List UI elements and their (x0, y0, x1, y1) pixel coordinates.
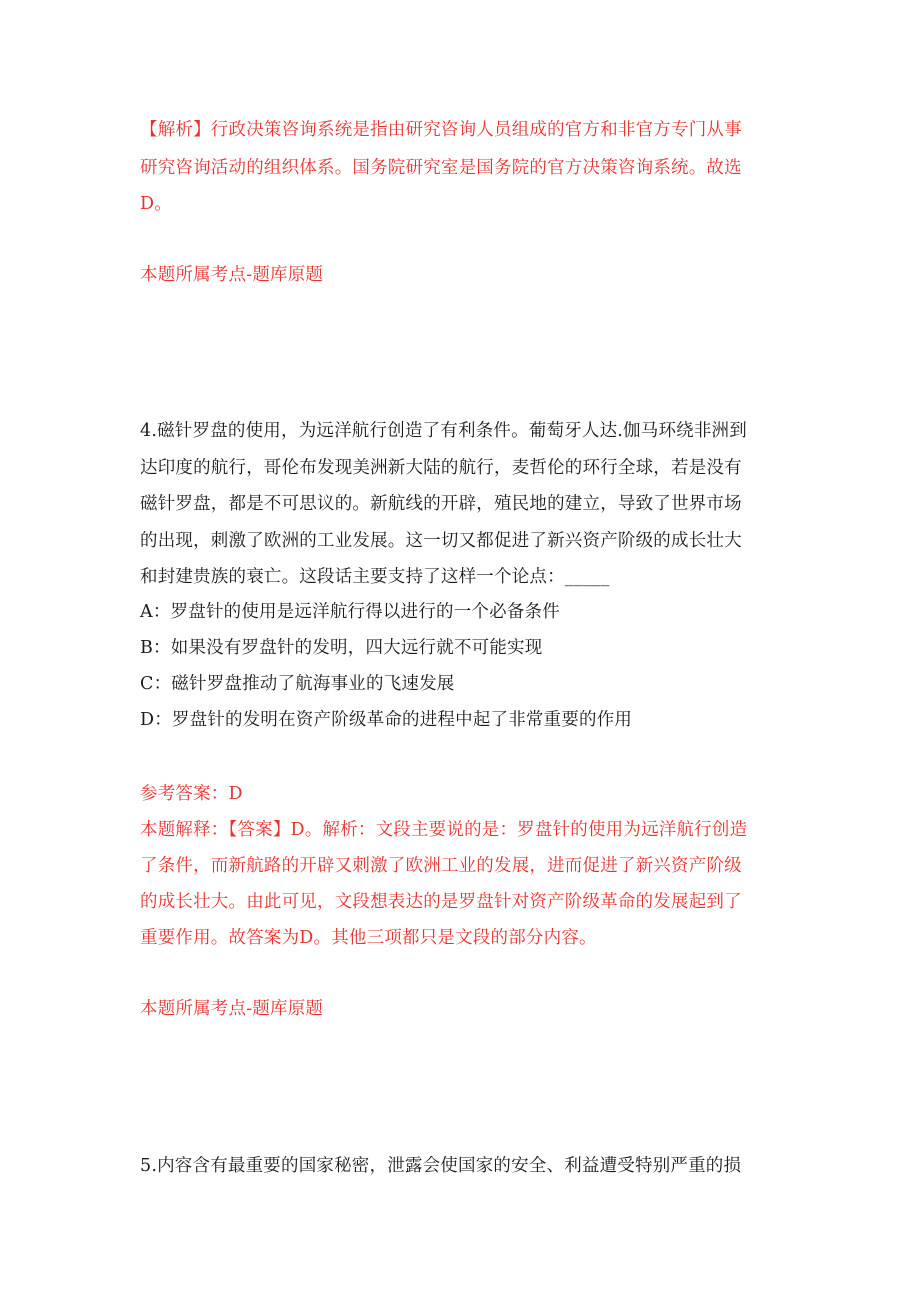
option-c: C：磁针罗盘推动了航海事业的飞速发展 (140, 674, 455, 694)
question-stem-line: 的出现，刺激了欧洲的工业发展。这一切又都促进了新兴资产阶级的成长壮大 (140, 531, 742, 551)
analysis-line: D。 (140, 194, 172, 214)
question-stem-line: 4.磁针罗盘的使用，为远洋航行创造了有利条件。葡萄牙人达.伽马环绕非洲到 (140, 421, 747, 441)
reference-answer: 参考答案：D (140, 784, 243, 804)
topic-tag: 本题所属考点-题库原题 (140, 265, 324, 285)
analysis-line: 【解析】行政决策咨询系统是指由研究咨询人员组成的官方和非官方专门从事 (140, 120, 742, 140)
question-stem-line: 5.内容含有最重要的国家秘密，泄露会使国家的安全、利益遭受特别严重的损 (140, 1156, 742, 1176)
question-stem-line: 磁针罗盘，都是不可思议的。新航线的开辟，殖民地的建立，导致了世界市场 (140, 494, 742, 514)
topic-tag: 本题所属考点-题库原题 (140, 999, 324, 1019)
explanation-line: 的成长壮大。由此可见，文段想表达的是罗盘针对资产阶级革命的发展起到了 (140, 892, 742, 912)
question-stem-line: 和封建贵族的衰亡。这段话主要支持了这样一个论点：_____ (140, 567, 610, 587)
analysis-line: 研究咨询活动的组织体系。国务院研究室是国务院的官方决策咨询系统。故选 (140, 158, 742, 178)
question-stem-line: 达印度的航行，哥伦布发现美洲新大陆的航行，麦哲伦的环行全球，若是没有 (140, 458, 742, 478)
option-a: A：罗盘针的使用是远洋航行得以进行的一个必备条件 (140, 602, 560, 622)
option-b: B：如果没有罗盘针的发明，四大远行就不可能实现 (140, 638, 543, 658)
explanation-line: 了条件，而新航路的开辟又刺激了欧洲工业的发展，进而促进了新兴资产阶级 (140, 856, 742, 876)
option-d: D：罗盘针的发明在资产阶级革命的进程中起了非常重要的作用 (140, 710, 633, 730)
explanation-line: 本题解释：【答案】D。解析：文段主要说的是：罗盘针的使用为远洋航行创造 (140, 820, 748, 840)
explanation-line: 重要作用。故答案为D。其他三项都只是文段的部分内容。 (140, 928, 597, 948)
